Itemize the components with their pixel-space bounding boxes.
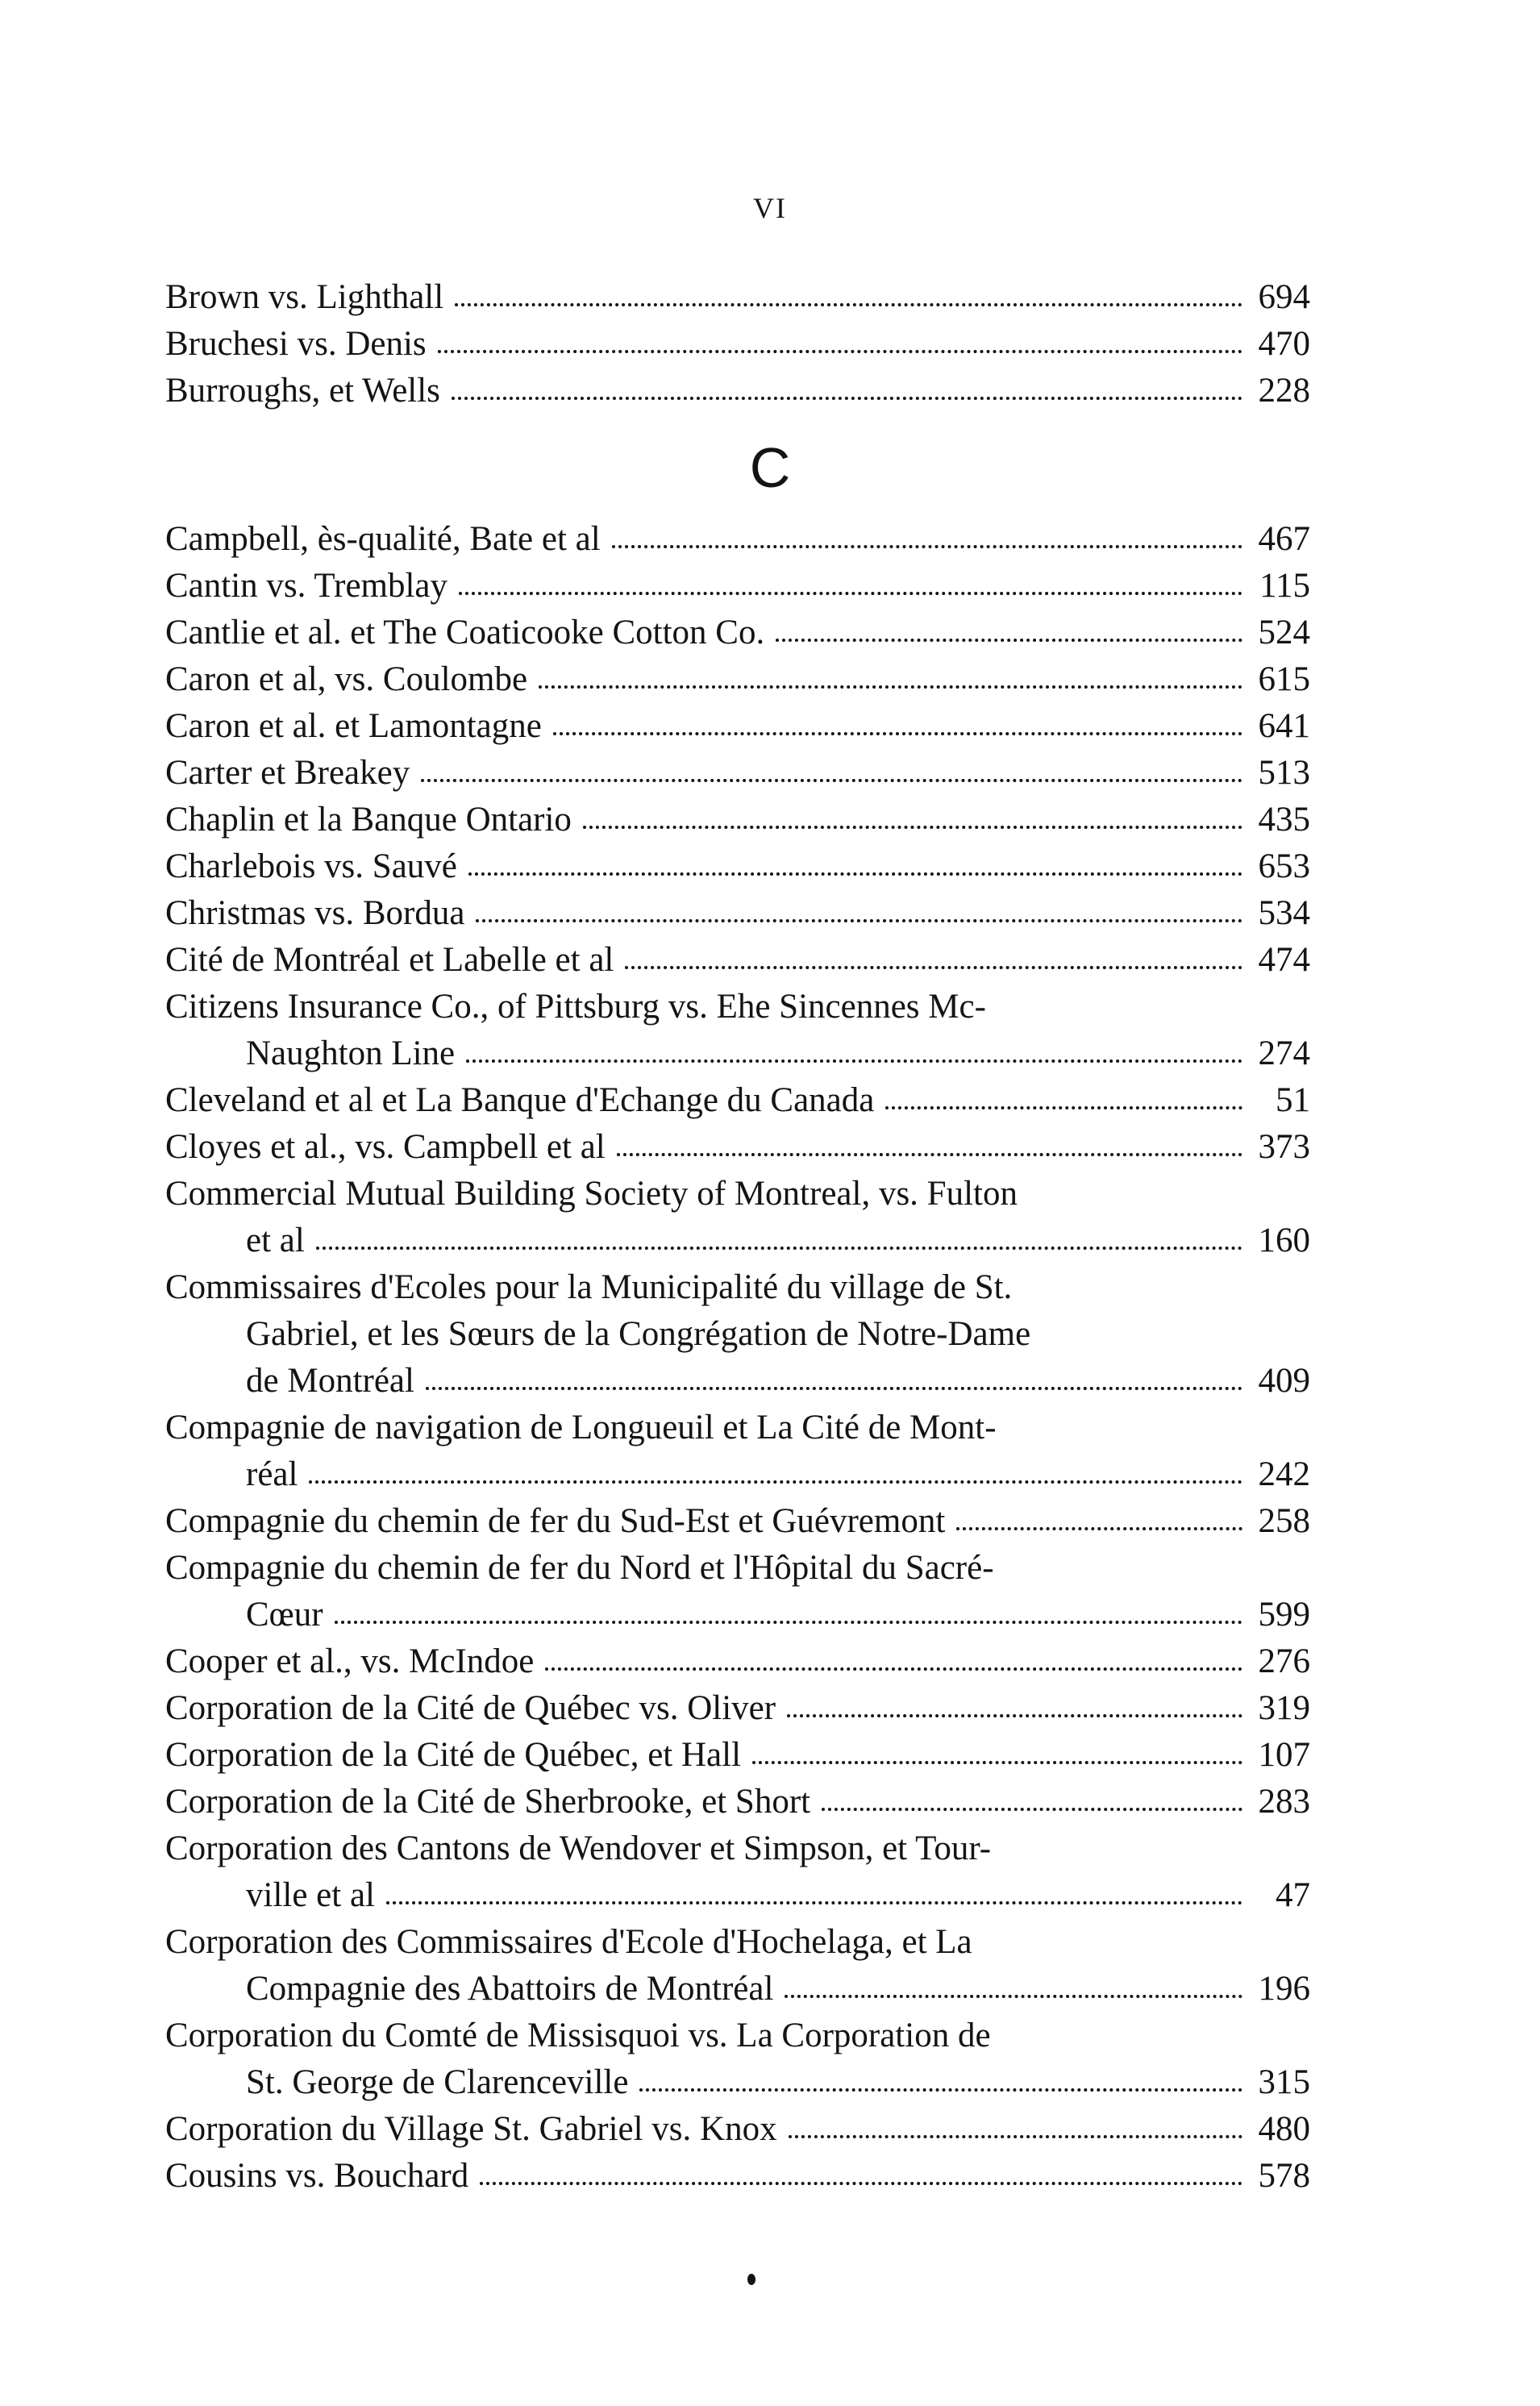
dot-leader	[466, 1056, 1242, 1063]
index-entry-page: 599	[1258, 1596, 1310, 1634]
index-entry	[165, 1264, 1310, 1405]
index-entry-title: Brown vs. Lighthall	[165, 278, 444, 316]
index-entry-page: 513	[1258, 754, 1310, 792]
index-entry	[165, 1077, 1310, 1124]
index-entry	[165, 656, 1310, 703]
index-entry-title: Cantlie et al. et The Coaticooke Cotton Co.	[165, 614, 765, 651]
index-entry	[165, 750, 1310, 797]
index-entry-page: 467	[1258, 520, 1310, 558]
index-entry	[165, 797, 1310, 843]
index-entry-title: Cousins vs. Bouchard	[165, 2157, 469, 2195]
index-entry-page: 196	[1258, 1970, 1310, 2008]
index-entry-title: Burroughs, et Wells	[165, 372, 440, 410]
dot-leader	[789, 2132, 1242, 2138]
index-entry-line: Commissaires d'Ecoles pour la Municipalité du village de St.	[165, 1268, 1013, 1306]
index-entry-page: 524	[1258, 614, 1310, 651]
index-entry-line: Corporation du Comté de Missisquoi vs. La Corporation de	[165, 2017, 991, 2054]
index-entry-title: Cooper et al., vs. McIndoe	[165, 1642, 535, 1680]
index-entry	[165, 2106, 1310, 2153]
index-entry-title: Bruchesi vs. Denis	[165, 325, 427, 363]
dot-leader	[787, 1711, 1242, 1717]
index-entry-page: 435	[1258, 801, 1310, 839]
dot-leader	[639, 2085, 1242, 2092]
index-entry-title: Cleveland et al et La Banque d'Echange du Canada	[165, 1081, 875, 1119]
dot-leader	[625, 963, 1242, 969]
index-entry-page: 160	[1258, 1222, 1310, 1259]
index-entry-title: Chaplin et la Banque Ontario	[165, 801, 572, 839]
dot-leader	[752, 1758, 1242, 1764]
dot-leader	[452, 393, 1242, 400]
index-entry-page: 228	[1258, 372, 1310, 410]
dot-leader	[476, 916, 1242, 922]
index-entry-title: réal	[246, 1455, 298, 1493]
index-entry-line: Gabriel, et les Sœurs de la Congrégation de Notre-Dame	[246, 1315, 1031, 1353]
index-entry-line: Corporation des Commissaires d'Ecole d'Hochelaga, et La	[165, 1923, 972, 1961]
dot-leader	[617, 1150, 1242, 1156]
index-entry	[165, 321, 1310, 368]
dot-leader	[426, 1384, 1242, 1390]
index-entry-title: de Montréal	[246, 1362, 414, 1400]
index-entry-title: Naughton Line	[246, 1034, 456, 1072]
index-entry-title: Caron et al, vs. Coulombe	[165, 660, 528, 698]
page-mark	[747, 2274, 755, 2285]
dot-leader	[822, 1804, 1242, 1811]
index-entry-title: Christmas vs. Bordua	[165, 894, 465, 932]
index-entry-page: 409	[1258, 1362, 1310, 1400]
index-entry	[165, 1498, 1310, 1545]
index-entry	[165, 610, 1310, 656]
dot-leader	[776, 635, 1242, 642]
index-list-c	[165, 516, 1310, 2200]
index-entry	[165, 890, 1310, 937]
index-entry-page: 47	[1276, 1876, 1310, 1914]
index-entry-title: Cloyes et al., vs. Campbell et al	[165, 1128, 606, 1166]
index-entry-page: 534	[1258, 894, 1310, 932]
index-entry-title: Cœur	[246, 1596, 323, 1634]
dot-leader	[553, 729, 1242, 735]
index-entry	[165, 843, 1310, 890]
index-entry-title: Cité de Montréal et Labelle et al	[165, 941, 614, 979]
index-entry-title: Charlebois vs. Sauvé	[165, 847, 457, 885]
index-entry-page: 242	[1258, 1455, 1310, 1493]
dot-leader	[612, 542, 1242, 548]
index-entry-line: Compagnie du chemin de fer du Nord et l'Hôpital du Sacré-	[165, 1549, 994, 1587]
index-entry-page: 694	[1258, 278, 1310, 316]
index-entry-title: Cantin vs. Tremblay	[165, 567, 448, 605]
dot-leader	[956, 1524, 1242, 1530]
index-entry-page: 641	[1258, 707, 1310, 745]
index-entry	[165, 984, 1310, 1077]
index-entry-page: 653	[1258, 847, 1310, 885]
index-entry-title: Corporation de la Cité de Québec vs. Oliver	[165, 1689, 776, 1727]
index-entry	[165, 1171, 1310, 1264]
index-entry-title: ville et al	[246, 1876, 375, 1914]
index-entry	[165, 1405, 1310, 1498]
index-entry-page: 319	[1258, 1689, 1310, 1727]
index-entry-page: 258	[1258, 1502, 1310, 1540]
index-entry-line: Citizens Insurance Co., of Pittsburg vs. Ehe Sincennes Mc-	[165, 988, 986, 1026]
dot-leader	[583, 822, 1242, 829]
index-entry-page: 51	[1276, 1081, 1310, 1119]
dot-leader	[316, 1243, 1242, 1250]
index-entry	[165, 1825, 1310, 1919]
index-entry-line: Compagnie de navigation de Longueuil et La Cité de Mont-	[165, 1409, 997, 1447]
index-entry	[165, 274, 1310, 321]
dot-leader	[438, 347, 1242, 353]
dot-leader	[459, 589, 1242, 595]
index-entry-title: St. George de Clarenceville	[246, 2063, 629, 2101]
index-entry-page: 470	[1258, 325, 1310, 363]
dot-leader	[545, 1664, 1242, 1671]
index-entry-title: et al	[246, 1222, 305, 1259]
index-entry-page: 480	[1258, 2110, 1310, 2148]
index-entry-page: 578	[1258, 2157, 1310, 2195]
index-entry-title: Corporation de la Cité de Québec, et Hall	[165, 1736, 742, 1774]
dot-leader	[480, 2179, 1242, 2185]
index-entry	[165, 563, 1310, 610]
dot-leader	[455, 300, 1242, 306]
index-entry-page: 276	[1258, 1642, 1310, 1680]
dot-leader	[468, 869, 1242, 876]
index-entry-page: 373	[1258, 1128, 1310, 1166]
index-entry	[165, 1124, 1310, 1171]
index-entry	[165, 1779, 1310, 1825]
index-entry-title: Compagnie des Abattoirs de Montréal	[246, 1970, 774, 2008]
index-entry-page: 474	[1258, 941, 1310, 979]
dot-leader	[335, 1617, 1242, 1624]
section-letter-heading: C	[749, 436, 791, 499]
index-entry-title: Compagnie du chemin de fer du Sud-Est et Guévremont	[165, 1502, 946, 1540]
index-entry-title: Corporation de la Cité de Sherbrooke, et Short	[165, 1783, 811, 1821]
dot-leader	[785, 1992, 1242, 1998]
index-entry	[165, 1732, 1310, 1779]
index-entry-title: Corporation du Village St. Gabriel vs. Knox	[165, 2110, 777, 2148]
dot-leader	[421, 776, 1242, 782]
page-number: VI	[753, 192, 787, 224]
index-entry	[165, 703, 1310, 750]
dot-leader	[309, 1477, 1242, 1484]
index-entry	[165, 1685, 1310, 1732]
index-entry-line: Corporation des Cantons de Wendover et Simpson, et Tour-	[165, 1829, 992, 1867]
index-entry-line: Commercial Mutual Building Society of Montreal, vs. Fulton	[165, 1175, 1018, 1213]
index-entry	[165, 2013, 1310, 2106]
index-entry-page: 107	[1258, 1736, 1310, 1774]
index-entry-title: Carter et Breakey	[165, 754, 410, 792]
index-list-b	[165, 274, 1310, 414]
index-entry	[165, 1638, 1310, 1685]
index-entry-page: 315	[1258, 2063, 1310, 2101]
index-entry	[165, 2153, 1310, 2200]
index-entry	[165, 937, 1310, 984]
index-entry-page: 274	[1258, 1034, 1310, 1072]
index-entry	[165, 516, 1310, 563]
index-entry-page: 283	[1258, 1783, 1310, 1821]
index-entry-page: 615	[1258, 660, 1310, 698]
index-entry	[165, 1545, 1310, 1638]
index-entry	[165, 1919, 1310, 2013]
dot-leader	[885, 1103, 1242, 1109]
dot-leader	[386, 1898, 1242, 1904]
dot-leader	[539, 682, 1242, 689]
index-entry-title: Caron et al. et Lamontagne	[165, 707, 542, 745]
index-entry-page: 115	[1259, 567, 1310, 605]
index-entry-title: Campbell, ès-qualité, Bate et al	[165, 520, 601, 558]
index-entry	[165, 368, 1310, 414]
